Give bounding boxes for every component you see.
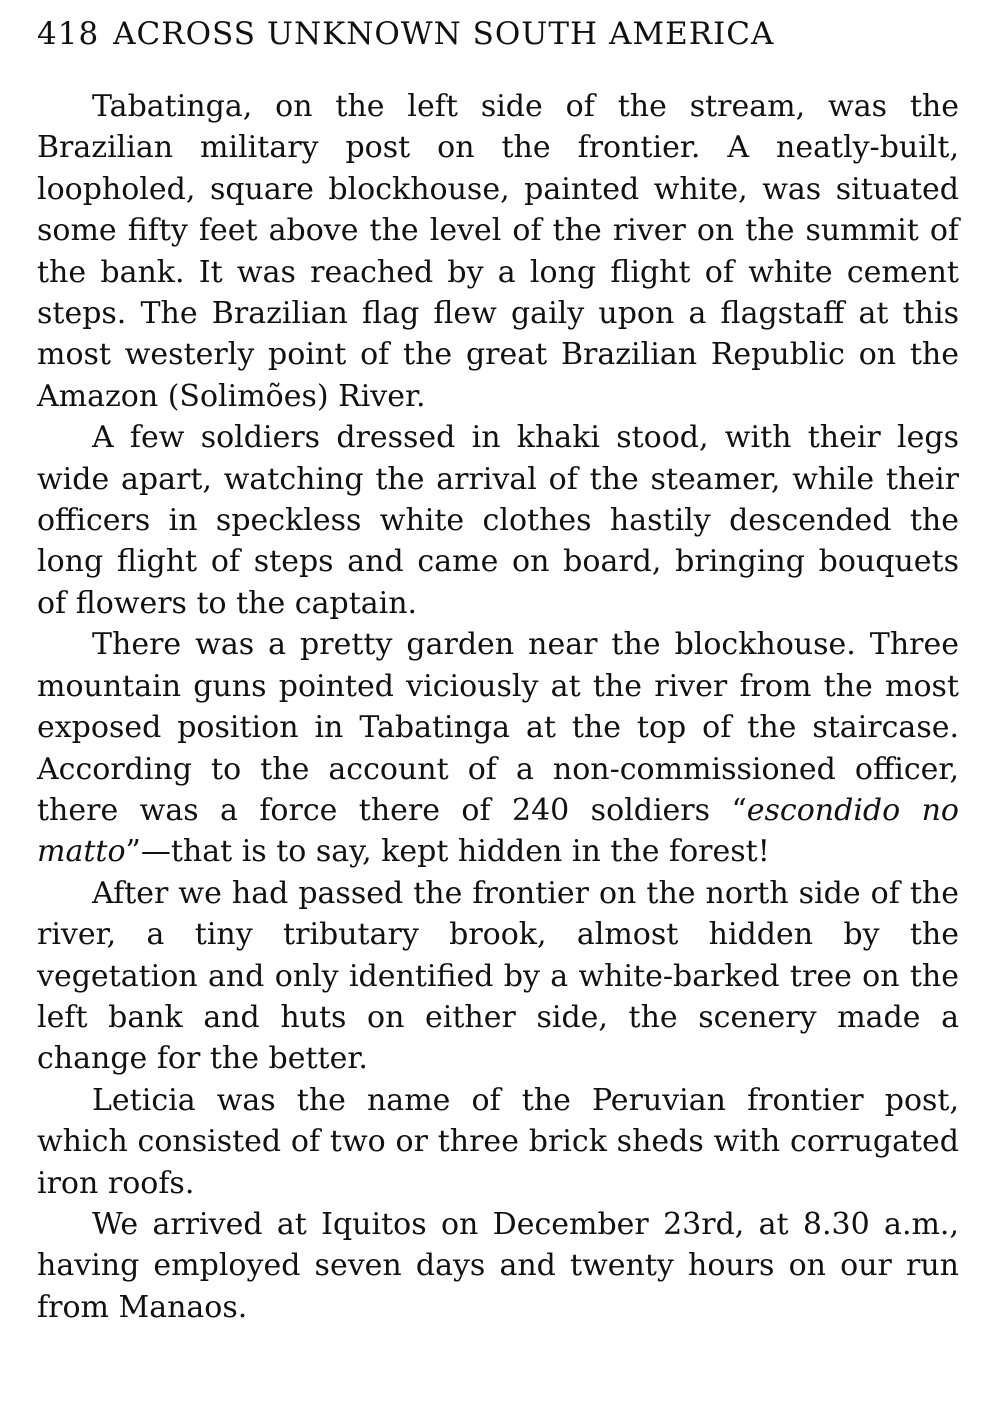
paragraph-garden-text-before: There was a pretty garden near the blockhouse. Three mountain guns pointed viciously at the river from the most exposed position in Tabatinga at the top of the staircase. According to the account of a non-commissioned officer, there was a force there of 240 soldiers “ <box>37 627 959 828</box>
paragraph-soldiers: A few soldiers dressed in khaki stood, with their legs wide apart, watching the arrival of the steamer, while their officers in speckless white clothes hastily descended the long flight of steps and came on board, bringing bouquets of flowers to the captain. <box>37 420 959 621</box>
paragraph-tabatinga: Tabatinga, on the left side of the stream, was the Brazilian military post on the frontier. A neatly-built, loopholed, square blockhouse, painted white, was situated some fifty feet above the level of the river on the summit of the bank. It was reached by a long flight of white cement steps. The Brazilian flag flew gaily upon a flagstaff at this most westerly point of the great Brazilian Republic on the Amazon (Solimões) River. <box>37 89 959 414</box>
page-number: 418 <box>37 16 100 52</box>
running-title: ACROSS UNKNOWN SOUTH AMERICA <box>113 16 775 52</box>
paragraph-frontier: After we had passed the frontier on the north side of the river, a tiny tributary brook, almost hidden by the vegetation and only identified by a white-barked tree on the left bank and huts on either side, the scenery made a change for the better. <box>37 875 959 1077</box>
book-page <box>37 14 959 1328</box>
paragraph-garden <box>37 624 959 872</box>
paragraph-leticia: Leticia was the name of the Peruvian frontier post, which consisted of two or three brick sheds with corrugated iron roofs. <box>37 1082 959 1201</box>
running-head <box>37 14 959 54</box>
paragraph-garden-text-after: ”—that is to say, kept hidden in the forest! <box>125 834 770 870</box>
paragraph-iquitos: We arrived at Iquitos on December 23rd, at 8.30 a.m., having employed seven days and twenty hours on our run from Manaos. <box>37 1206 959 1325</box>
italic-phrase: escondido no matto <box>37 792 959 870</box>
